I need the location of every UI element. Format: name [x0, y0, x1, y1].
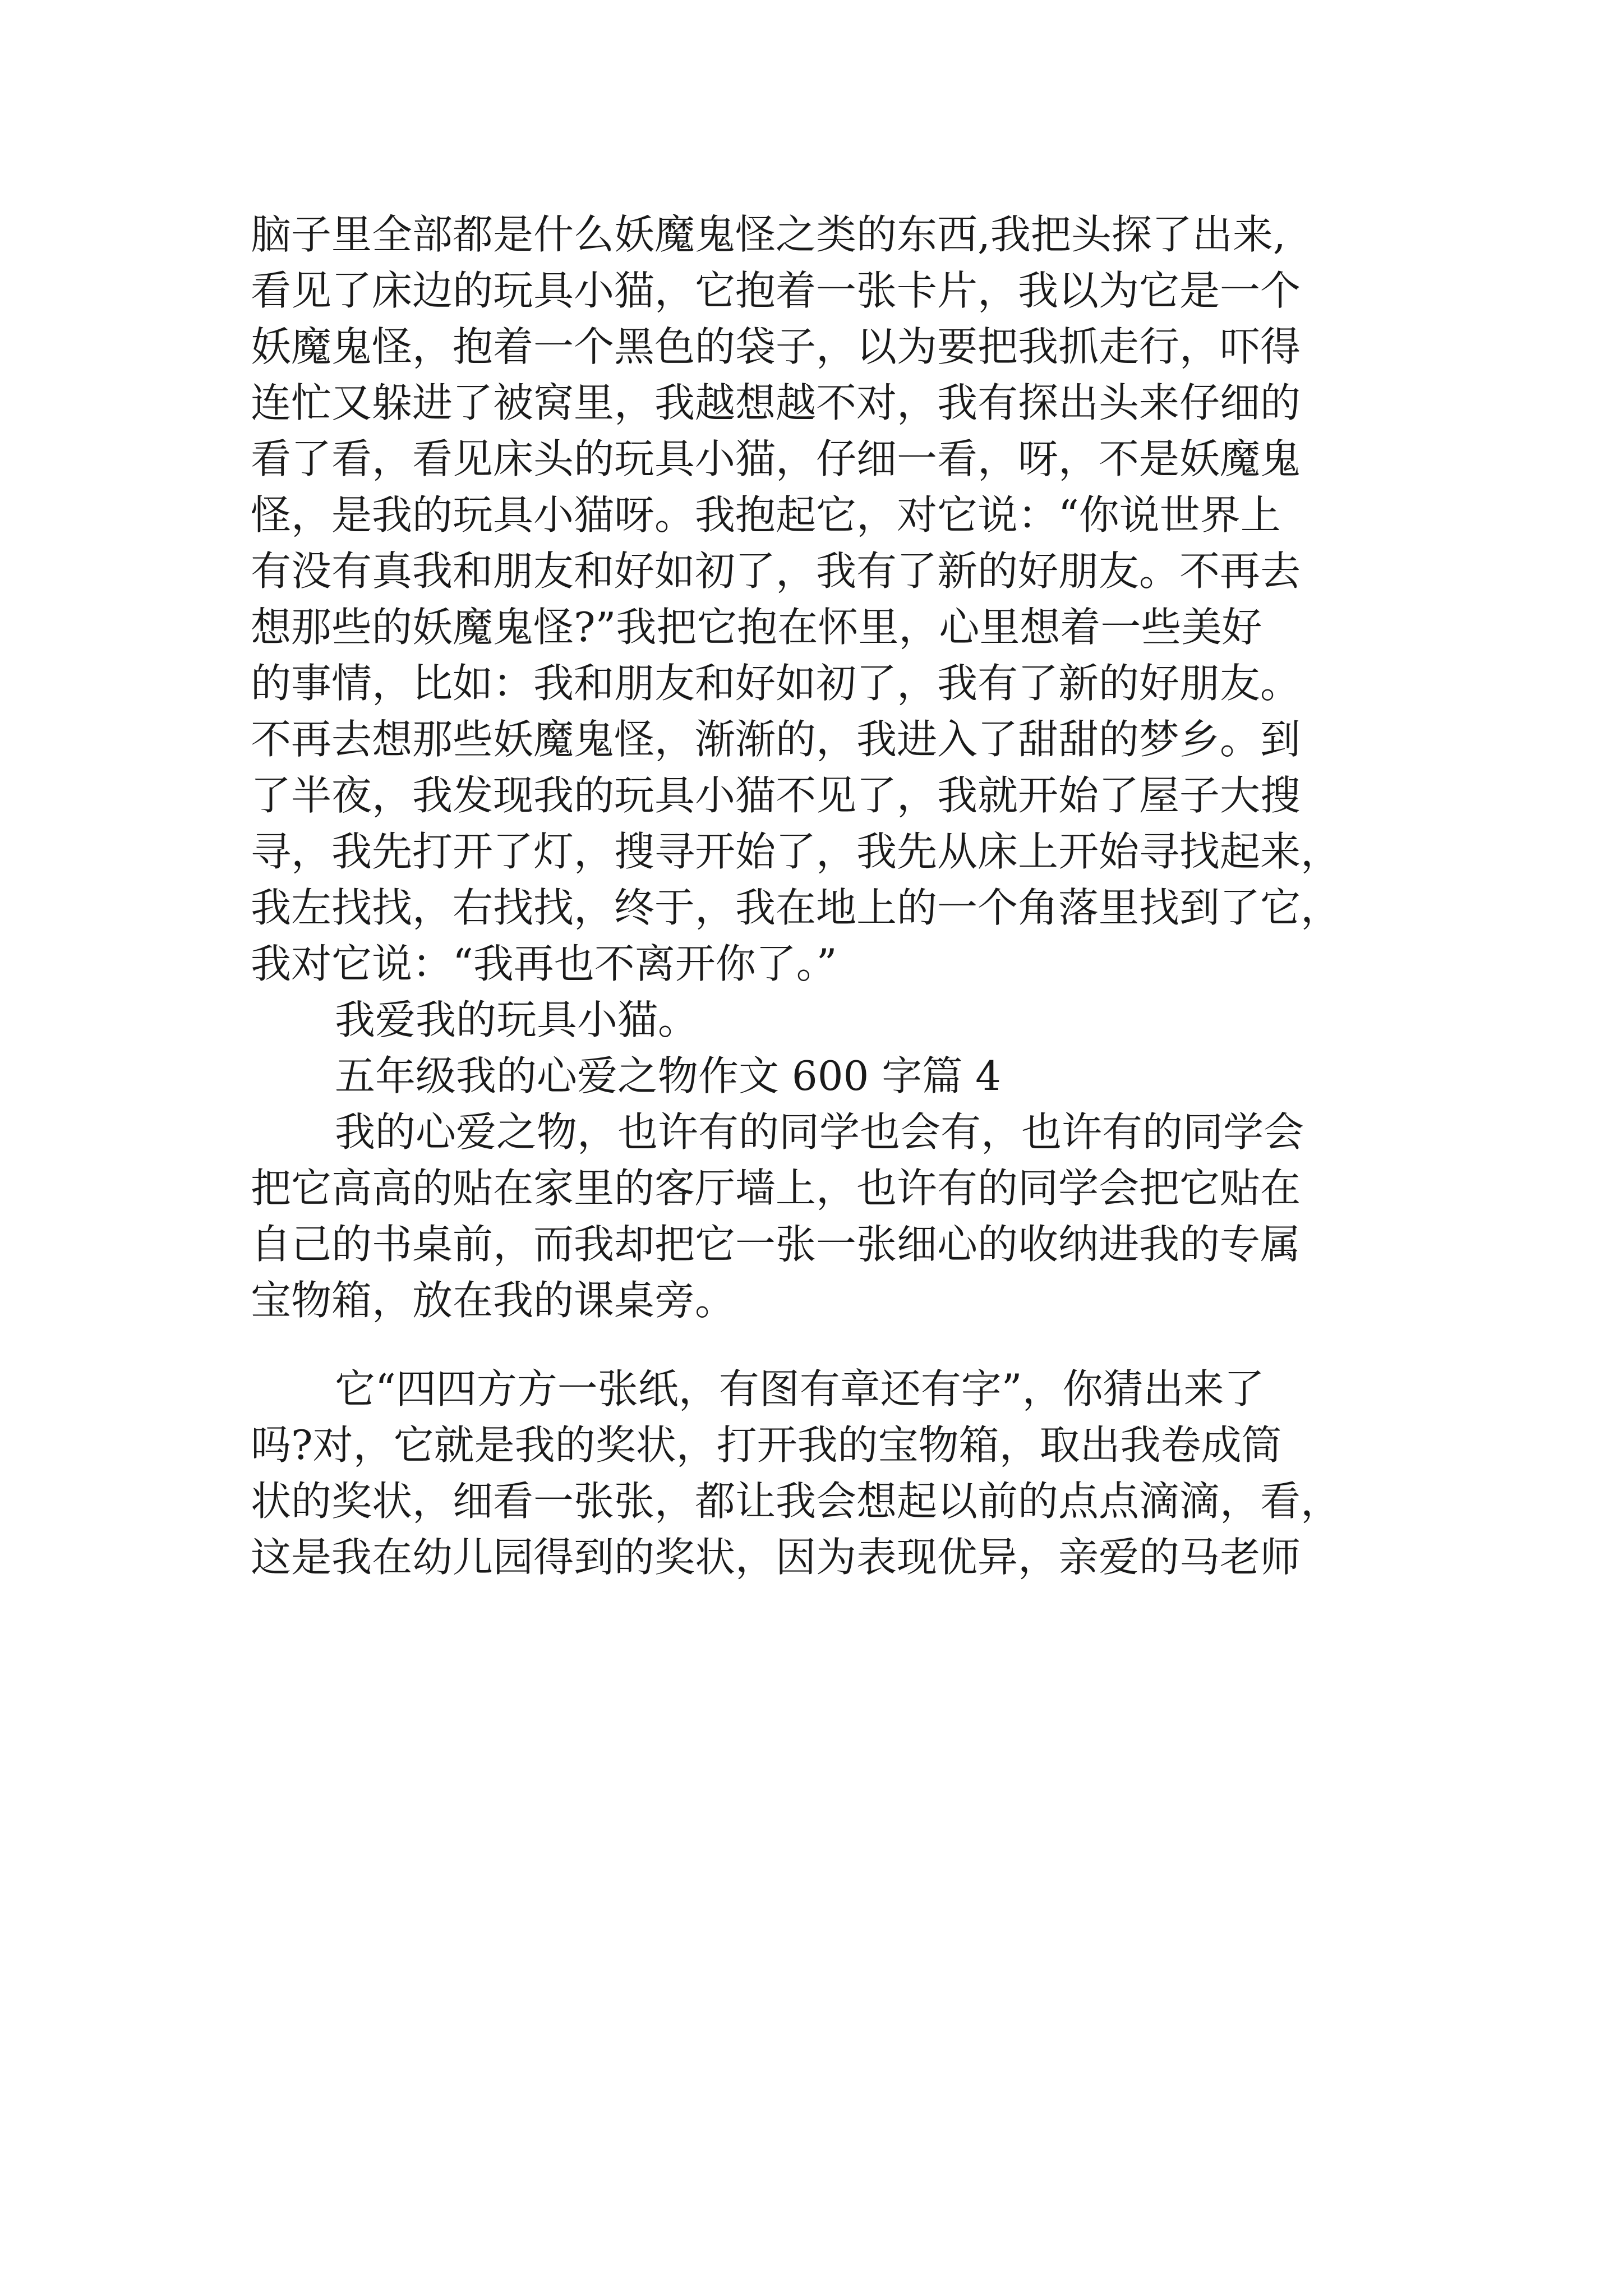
text-line: 妖魔鬼怪，抱着一个黑色的袋子，以为要把我抓走行，吓得: [251, 323, 1301, 370]
paragraph-line: 我的心爱之物，也许有的同学也会有，也许有的同学会: [335, 1108, 1304, 1156]
text-line: 了半夜，我发现我的玩具小猫不见了，我就开始了屋子大搜: [251, 772, 1301, 819]
text-line: 连忙又躲进了被窝里，我越想越不对，我有探出头来仔细的: [251, 379, 1301, 426]
text-line: 想那些的妖魔鬼怪?”我把它抱在怀里，心里想着一些美好: [251, 604, 1262, 651]
text-line: 怪，是我的玩具小猫呀。我抱起它，对它说：“你说世界上: [251, 491, 1281, 539]
text-line: 看了看，看见床头的玩具小猫，仔细一看，呀，不是妖魔鬼: [251, 435, 1301, 482]
document-body: [251, 206, 1378, 1585]
paragraph-line: 我爱我的玩具小猫。: [335, 996, 699, 1043]
section-heading: 五年级我的心爱之物作文 600 字篇 4: [335, 1052, 1001, 1099]
paragraph-line: 它“四四方方一张纸，有图有章还有字”，你猜出来了: [335, 1365, 1265, 1412]
text-line: 看见了床边的玩具小猫，它抱着一张卡片，我以为它是一个: [251, 267, 1301, 314]
text-line: 这是我在幼儿园得到的奖状，因为表现优异，亲爱的马老师: [251, 1534, 1301, 1581]
text-line: 寻，我先打开了灯，搜寻开始了，我先从床上开始寻找起来，: [251, 828, 1341, 875]
text-line: 吗?对，它就是我的奖状，打开我的宝物箱，取出我卷成筒: [251, 1421, 1282, 1469]
text-line: 我左找找，右找找，终于，我在地上的一个角落里找到了它，: [251, 884, 1341, 931]
text-line: 把它高高的贴在家里的客厅墙上，也许有的同学会把它贴在: [251, 1165, 1301, 1212]
text-line: 自己的书桌前，而我却把它一张一张细心的收纳进我的专属: [251, 1221, 1301, 1268]
text-line: 宝物箱，放在我的课桌旁。: [251, 1277, 736, 1324]
text-line: 状的奖状，细看一张张，都让我会想起以前的点点滴滴，看，: [251, 1478, 1341, 1525]
text-line: 我对它说：“我再也不离开你了。”: [251, 940, 837, 987]
text-line: 不再去想那些妖魔鬼怪，渐渐的，我进入了甜甜的梦乡。到: [251, 716, 1301, 763]
text-line: 有没有真我和朋友和好如初了，我有了新的好朋友。不再去: [251, 547, 1301, 595]
text-line: 脑子里全部都是什么妖魔鬼怪之类的东西,我把头探了出来,: [251, 211, 1286, 258]
text-line: 的事情，比如：我和朋友和好如初了，我有了新的好朋友。: [251, 660, 1301, 707]
